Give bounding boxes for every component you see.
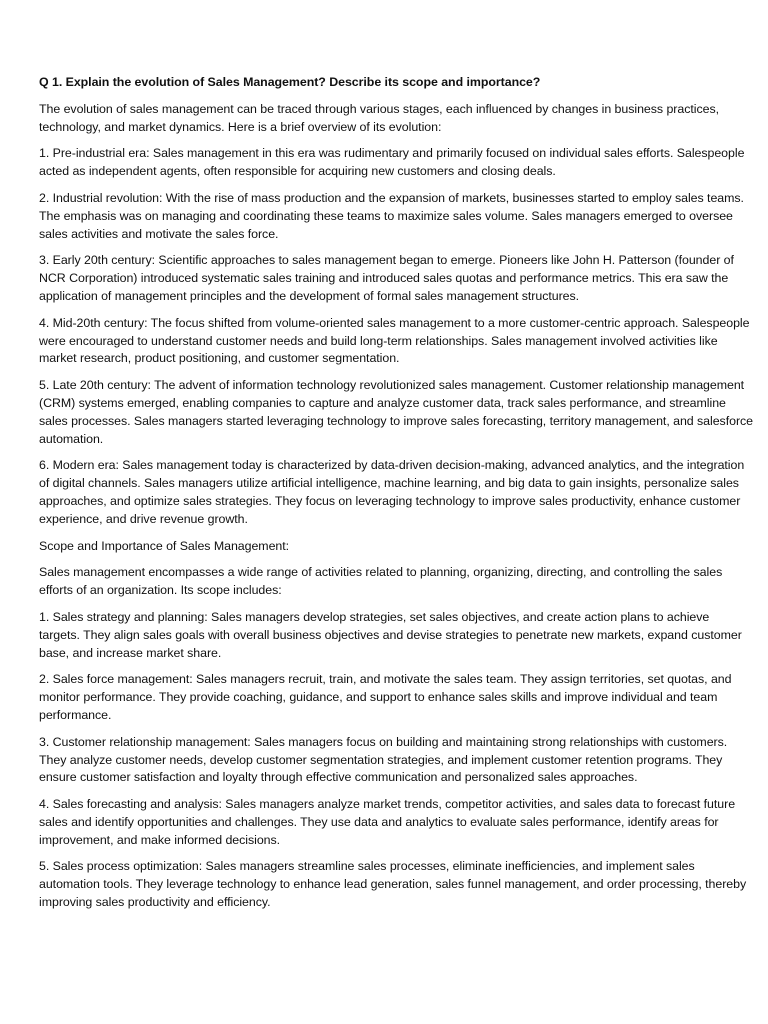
evolution-item: 5. Late 20th century: The advent of information technology revolutionized sales management. Customer relationship management (CRM) systems emerged, enabling companies to capture and analyze customer data, track sales performance, and streamline sales processes. Sales managers started leveraging technology to improve sales forecasting, territory management, and salesforce automation. — [39, 378, 754, 446]
document-page — [39, 74, 753, 921]
scope-intro-paragraph: Sales management encompasses a wide range of activities related to planning, organizing, directing, and controlling the sales efforts of an organization. Its scope includes: — [39, 565, 723, 598]
evolution-item: 4. Mid-20th century: The focus shifted from volume-oriented sales management to a more customer-centric approach. Salespeople were encouraged to understand customer needs and build long-term relationships. Sales management involved activities like market research, product positioning, and customer segmentation. — [39, 315, 750, 366]
evolution-item: 6. Modern era: Sales management today is characterized by data-driven decision-making, advanced analytics, and the integration of digital channels. Sales managers utilize artificial intelligence, machine learning, and big data to gain insights, personalize sales approaches, and optimize sales strategies. They focus on leveraging technology to improve sales productivity, enhance customer experience, and drive revenue growth. — [39, 458, 745, 526]
scope-item: 4. Sales forecasting and analysis: Sales managers analyze market trends, competitor activities, and sales data to forecast future sales and identify opportunities and challenges. They use data and analytics to evaluate sales performance, identify areas for improvement, and make informed decisions. — [39, 797, 736, 847]
scope-item: 1. Sales strategy and planning: Sales managers develop strategies, set sales objectives, and create action plans to achieve targets. They align sales goals with overall business objectives and devise strategies to penetrate new markets, expand customer base, and increase market share. — [39, 609, 742, 660]
evolution-item: 1. Pre-industrial era: Sales management in this era was rudimentary and primarily focused on individual sales efforts. Salespeople acted as independent agents, often responsible for acquiring new customers and closing deals. — [39, 146, 745, 179]
scope-heading: Scope and Importance of Sales Management: — [39, 538, 290, 553]
evolution-item: 2. Industrial revolution: With the rise of mass production and the expansion of markets, businesses started to employ sales teams. The emphasis was on managing and coordinating these teams to maximize sales volume. Sales managers emerged to oversee sales activities and motivate the sales force. — [39, 190, 744, 241]
evolution-item: 3. Early 20th century: Scientific approaches to sales management began to emerge. Pioneers like John H. Patterson (founder of NCR Corporation) introduced systematic sales training and introduced sales quotas and performance metrics. This era saw the application of management principles and the development of formal sales management structures. — [39, 253, 734, 303]
question-heading: Q 1. Explain the evolution of Sales Management? Describe its scope and importance? — [39, 75, 541, 89]
intro-paragraph: The evolution of sales management can be traced through various stages, each influenced by changes in business practices, technology, and market dynamics. Here is a brief overview of its evolution: — [39, 101, 719, 134]
scope-item: 5. Sales process optimization: Sales managers streamline sales processes, eliminate inefficiencies, and implement sales automation tools. They leverage technology to enhance lead generation, sales funnel management, and order processing, thereby improving sales productivity and efficiency. — [39, 859, 747, 910]
scope-item: 3. Customer relationship management: Sales managers focus on building and maintaining strong relationships with customers. They analyze customer needs, develop customer segmentation strategies, and implement customer retention programs. They ensure customer satisfaction and loyalty through effective communication and personalized sales approaches. — [39, 734, 728, 785]
scope-item: 2. Sales force management: Sales managers recruit, train, and motivate the sales team. They assign territories, set quotas, and monitor performance. They provide coaching, guidance, and support to enhance sales skills and improve individual and team performance. — [39, 672, 732, 722]
